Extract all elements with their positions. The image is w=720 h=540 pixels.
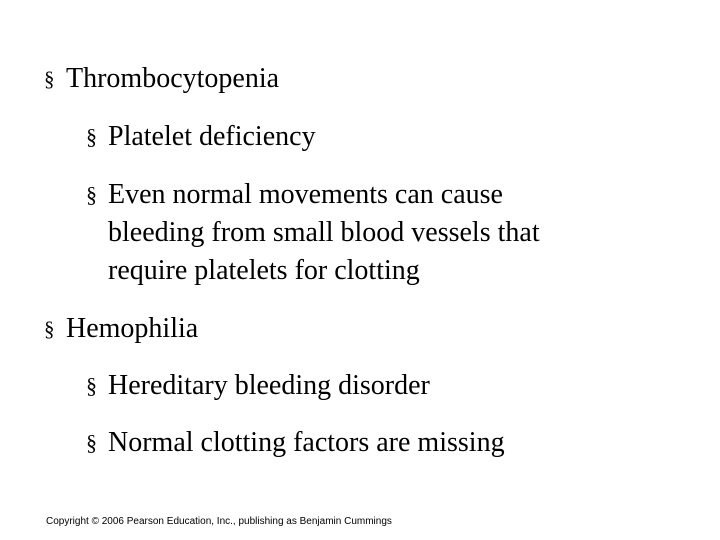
heading-hemophilia: Hemophilia [66,313,199,344]
item-even-normal-movements [108,176,540,290]
bullet-icon: § [86,430,97,455]
subbullet-normal-clotting-factors [86,424,505,462]
item-line: bleeding from small blood vessels that [108,217,540,248]
item-line: Even normal movements can cause [108,179,503,210]
bullet-icon: § [44,67,55,91]
subbullet-platelet-deficiency [86,118,316,156]
heading-thrombocytopenia: Thrombocytopenia [66,63,280,94]
copyright-footer: Copyright © 2006 Pearson Education, Inc., publishing as Benjamin Cummings [46,516,392,527]
subbullet-hereditary-bleeding [86,367,430,405]
item-platelet-deficiency: Platelet deficiency [108,121,316,152]
bullet-thrombocytopenia [44,60,279,98]
item-line: require platelets for clotting [108,255,420,286]
item-hereditary-bleeding: Hereditary bleeding disorder [108,370,430,401]
subbullet-even-normal-movements [86,176,540,290]
bullet-icon: § [86,124,97,149]
bullet-icon: § [86,182,97,207]
bullet-hemophilia [44,310,198,348]
item-normal-clotting-factors: Normal clotting factors are missing [108,427,505,458]
bullet-icon: § [44,317,55,341]
bullet-icon: § [86,373,97,398]
